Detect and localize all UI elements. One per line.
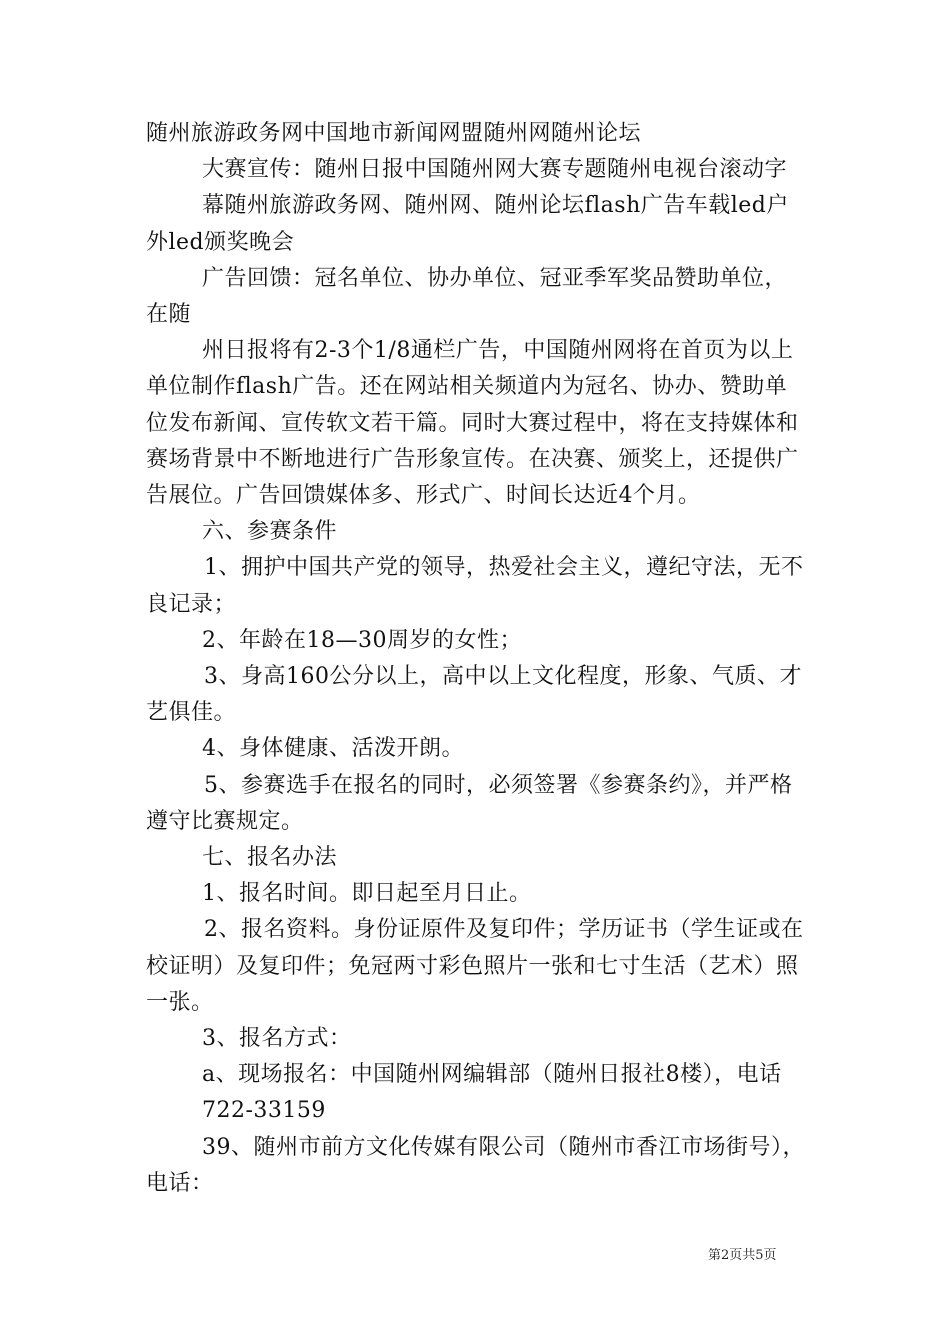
document-body	[146, 116, 808, 1202]
paragraph-media-list: 随州旅游政务网中国地市新闻网盟随州网随州论坛	[146, 121, 642, 146]
eligibility-item-3: 3、身高160公分以上，高中以上文化程度，形象、气质、才艺俱佳。	[146, 664, 802, 726]
eligibility-item-4: 4、身体健康、活泼开朗。	[202, 736, 464, 762]
section-heading-eligibility: 六、参赛条件	[202, 519, 338, 545]
registration-item-3: 3、报名方式：	[202, 1026, 352, 1052]
registration-onsite: a、现场报名：中国随州网编辑部（随州日报社8楼），电话	[202, 1062, 782, 1088]
paragraph-publicity-channels: 幕随州旅游政务网、随州网、随州论坛flash广告车载led户外led颁奖晚会	[146, 193, 789, 255]
paragraph-contest-publicity: 大赛宣传：随州日报中国随州网大赛专题随州电视台滚动字	[202, 157, 788, 183]
eligibility-item-5: 5、参赛选手在报名的同时，必须签署《参赛条约》，并严格遵守比赛规定。	[146, 772, 793, 834]
registration-company: 39、随州市前方文化传媒有限公司（随州市香江市场街号），电话：	[146, 1134, 805, 1196]
registration-item-2: 2、报名资料。身份证原件及复印件；学历证书（学生证或在校证明）及复印件；免冠两寸彩色照片一张和七寸生活（艺术）照一张。	[146, 917, 804, 1015]
registration-phone: 722-33159	[202, 1098, 326, 1124]
eligibility-item-2: 2、年龄在18—30周岁的女性；	[202, 627, 522, 653]
page-number: 第2页共5页	[708, 1248, 777, 1263]
registration-item-1: 1、报名时间。即日起至月日止。	[202, 881, 532, 907]
section-heading-registration: 七、报名办法	[202, 845, 338, 871]
paragraph-ad-details: 州日报将有2-3个1/8通栏广告，中国随州网将在首页为以上单位制作flash广告。还在网站相关频道内为冠名、协办、赞助单位发布新闻、宣传软文若干篇。同时大赛过程中，将在支持媒体和赛场背景中不断地进行广告形象宣传。在决赛、颁奖上，还提供广告展位。广告回馈媒体多、形式广、时间长达近4个月。	[146, 338, 799, 509]
eligibility-item-1: 1、拥护中国共产党的领导，热爱社会主义，遵纪守法，无不良记录；	[146, 555, 804, 617]
paragraph-ad-feedback: 广告回馈：冠名单位、协办单位、冠亚季军奖品赞助单位，在随	[146, 265, 788, 328]
